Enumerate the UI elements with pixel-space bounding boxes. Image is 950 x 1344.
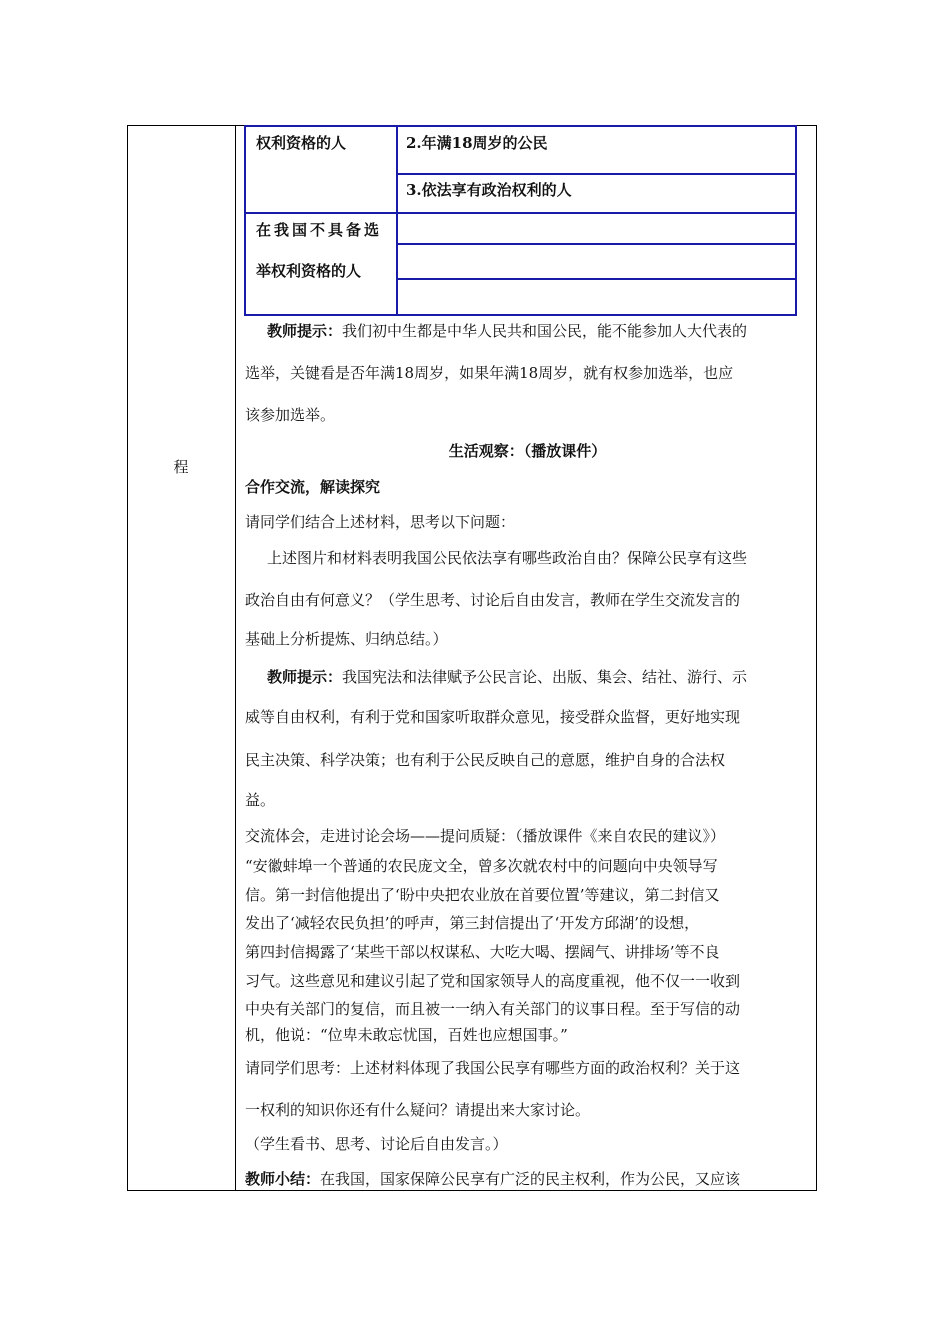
question-prompt-1: 请同学们结合上述材料，思考以下问题： — [245, 513, 516, 531]
observe-title: 生活观察：（播放课件） — [448, 442, 607, 460]
teacher-summary-text: 在我国，国家保障公民享有广泛的民主权利，作为公民，又应该 — [320, 1170, 741, 1188]
quote-line-4: 第四封信揭露了‘某些干部以权谋私、大吃大喝、摆阔气、讲排场’等不良 — [245, 943, 720, 961]
table-cell-left-1: 权利资格的人 — [256, 134, 347, 152]
quote-line-2: 信。第一封信他提出了‘盼中央把农业放在首要位置’等建议，第二封信又 — [245, 886, 720, 904]
paragraph-1-line-3: 基础上分析提炼、归纳总结。） — [245, 630, 448, 648]
teacher-summary-label: 教师小结： — [245, 1170, 321, 1188]
column-divider — [235, 125, 236, 1191]
paragraph-1-line-2: 政治自由有何意义？（学生思考、讨论后自由发言，教师在学生交流发言的 — [245, 591, 741, 609]
coop-title: 合作交流，解读探究 — [245, 478, 381, 496]
quote-line-5: 习气。这些意见和建议引起了党和国家领导人的高度重视，他不仅一一收到 — [245, 972, 741, 990]
teacher-tip-label: 教师提示： — [267, 322, 343, 340]
table-cell-right-1: 2.年满18周岁的公民 — [406, 134, 548, 152]
teacher-tip-text: 我国宪法和法律赋予公民言论、出版、集会、结社、游行、示 — [342, 668, 748, 686]
teacher-summary — [245, 1168, 740, 1189]
teacher-tip-1-line-2: 选举，关键看是否年满18周岁，如果年满18周岁，就有权参加选举，也应 — [245, 364, 734, 382]
teacher-tip-text: 我们初中生都是中华人民共和国公民，能不能参加人大代表的 — [342, 322, 748, 340]
quote-line-6: 中央有关部门的复信，而且被一一纳入有关部门的议事日程。至于写信的动 — [245, 1000, 741, 1018]
teacher-tip-1-line-3: 该参加选举。 — [245, 406, 336, 424]
teacher-tip-2-line-3: 民主决策、科学决策；也有利于公民反映自己的意愿，维护自身的合法权 — [245, 751, 726, 769]
teacher-tip-2-line-1 — [267, 666, 747, 687]
teacher-tip-label: 教师提示： — [267, 668, 343, 686]
paragraph-1-line-1: 上述图片和材料表明我国公民依法享有哪些政治自由？保障公民享有这些 — [267, 549, 748, 567]
side-column-label: 程 — [173, 458, 189, 476]
teacher-tip-2-line-4: 益。 — [245, 791, 276, 809]
exchange-line: 交流体会，走进讨论会场——提问质疑：（播放课件《来自农民的建议》） — [245, 827, 726, 845]
teacher-tip-2-line-2: 威等自由权利，有利于党和国家听取群众意见，接受群众监督，更好地实现 — [245, 708, 741, 726]
teacher-tip-1-line-1 — [267, 320, 747, 341]
table-cell-left-3a: 在我国不具备选 — [256, 221, 383, 239]
table-cell-right-2: 3.依法享有政治权利的人 — [406, 181, 572, 199]
question-prompt-2-line-1: 请同学们思考：上述材料体现了我国公民享有哪些方面的政治权利？关于这 — [245, 1059, 741, 1077]
quote-line-7: 机，他说：“位卑未敢忘忧国，百姓也应想国事。” — [245, 1026, 568, 1044]
quote-line-1: “安徽蚌埠一个普通的农民庞文全，曾多次就农村中的问题向中央领导写 — [245, 857, 718, 875]
table-cell-left-3b: 举权利资格的人 — [256, 262, 362, 280]
question-prompt-2-line-2: 一权利的知识你还有什么疑问？请提出来大家讨论。 — [245, 1101, 591, 1119]
student-note: （学生看书、思考、讨论后自由发言。） — [245, 1135, 508, 1153]
quote-line-3: 发出了‘减轻农民负担’的呼声，第三封信提出了‘开发方邱湖’的设想， — [245, 914, 700, 932]
lesson-content — [245, 0, 810, 1191]
